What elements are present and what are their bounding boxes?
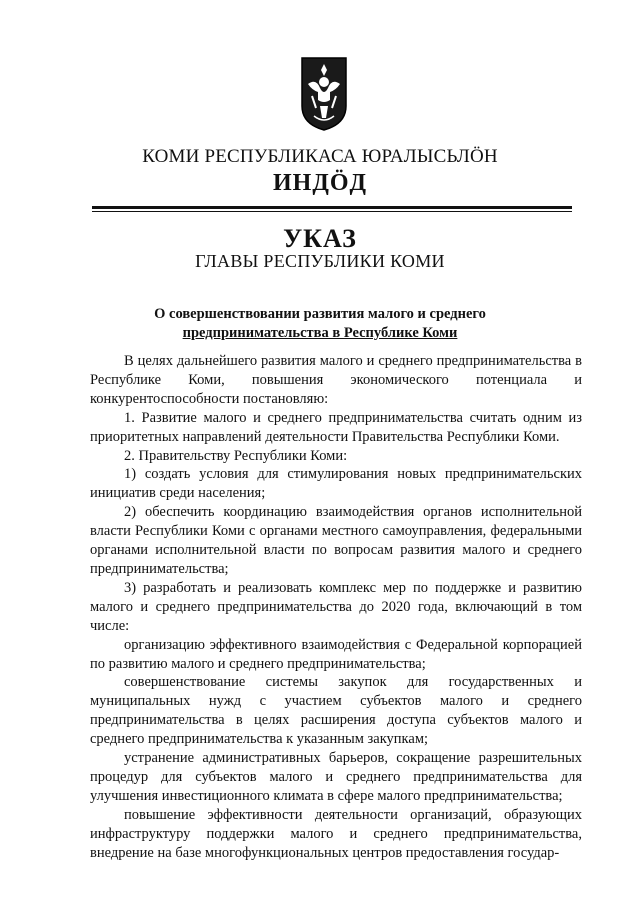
paragraph: 1) создать условия для стимулирования новых предпринимательских инициатив среди населения; (90, 466, 582, 502)
paragraph: совершенствование системы закупок для государственных и муниципальных нужд с участием субъектов малого и среднего предпринимательства в целях расширения доступа субъектов малого и среднего предпринимательства к указанным закупкам; (90, 674, 582, 748)
header-rule-thick (92, 206, 572, 209)
paragraph: организацию эффективного взаимодействия с Федеральной корпорацией по развитию малого и среднего предпринимательства; (90, 636, 582, 672)
heading-line-1: О совершенствовании развития малого и среднего (154, 306, 486, 322)
heading-line-2: предпринимательства в Республике Коми (182, 325, 458, 341)
paragraph: 3) разработать и реализовать комплекс мер по поддержке и развитию малого и среднего предпринимательства до 2020 года, включающий в том числе: (90, 579, 582, 634)
paragraph: 1. Развитие малого и среднего предпринимательства считать одним из приоритетных направлений деятельности Правительства Республики Коми. (90, 409, 582, 445)
paragraph: 2) обеспечить координацию взаимодействия органов исполнительной власти Республики Коми с органами местного самоуправления, федеральными органами исполнительной власти по вопросам развития малого и среднего предпринимательства; (90, 504, 582, 577)
document-subtitle: ГЛАВЫ РЕСПУБЛИКИ КОМИ (195, 251, 445, 271)
paragraph: В целях дальнейшего развития малого и среднего предпринимательства в Республике Коми, повышения экономического потенциала и конкурентоспособности постановляю: (90, 353, 582, 407)
document-body (90, 352, 582, 862)
paragraph: повышение эффективности деятельности организаций, образующих инфраструктуру поддержки малого и среднего предпринимательства, внедрение на базе многофункциональных центров предоставления государ- (90, 806, 582, 861)
header-rule-thin (92, 211, 572, 212)
document-title: УКАЗ (283, 224, 357, 253)
decree-word-komi: ИНДӦД (272, 170, 368, 196)
paragraph: устранение административных барьеров, сокращение разрешительных процедур для субъектов малого и среднего предпринимательства для улучшения инвестиционного климата в сфере малого предпринимательства; (90, 750, 582, 804)
coat-of-arms-emblem (300, 56, 348, 132)
paragraph: 2. Правительству Республики Коми: (124, 447, 348, 464)
decree-heading (90, 305, 550, 343)
republic-header-komi: КОМИ РЕСПУБЛИКАСА ЮРАЛЫСЬЛӦН (142, 146, 498, 167)
